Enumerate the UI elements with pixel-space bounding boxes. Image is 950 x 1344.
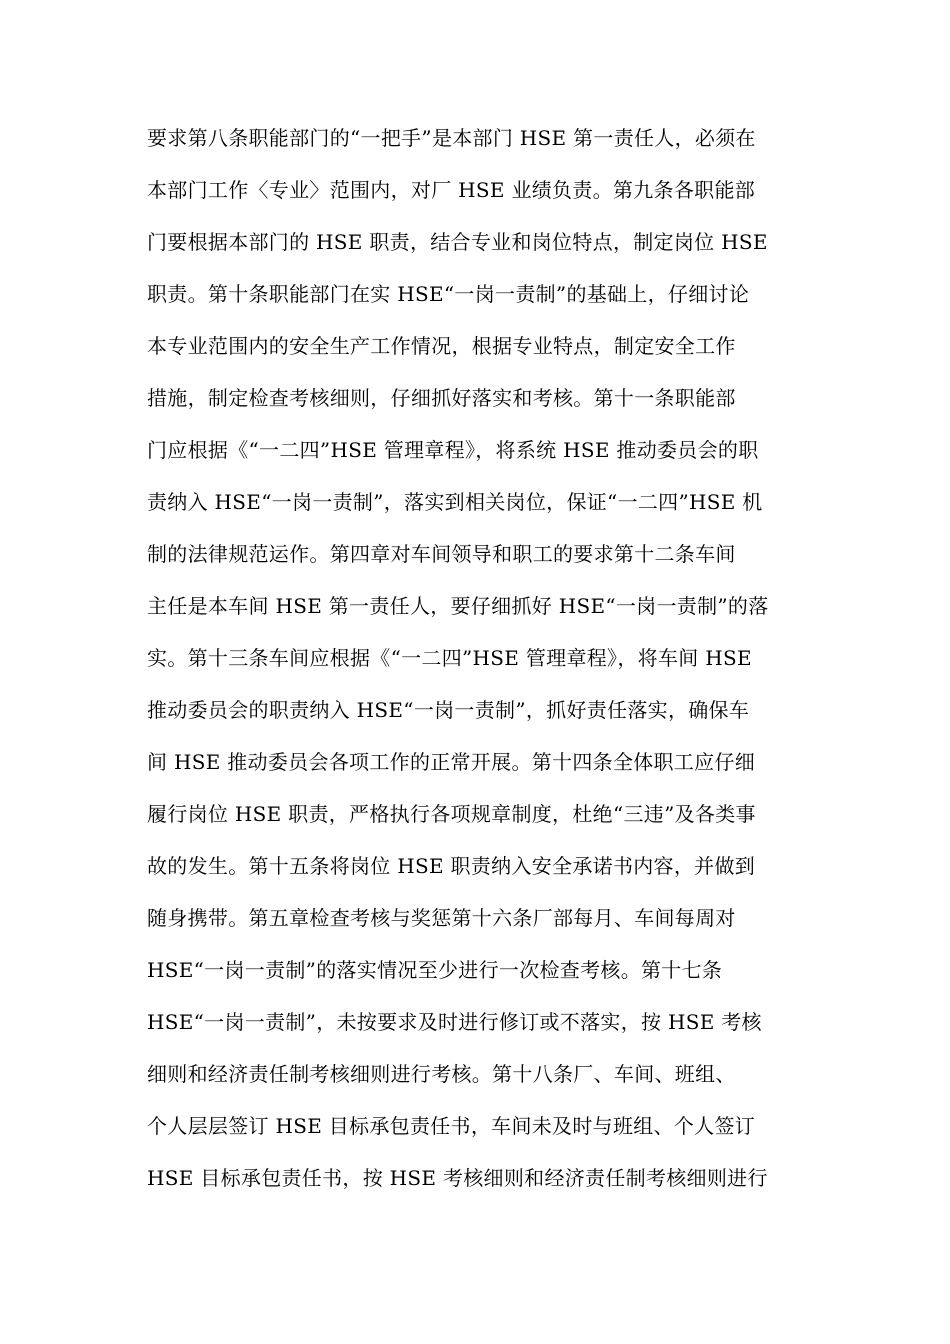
text-line: HSE 目标承包责任书，按 HSE 考核细则和经济责任制考核细则进行 <box>147 1166 768 1190</box>
text-line: 随身携带。第五章检查考核与奖惩第十六条厂部每月、车间每周对 <box>147 906 736 930</box>
text-line: 门要根据本部门的 HSE 职责，结合专业和岗位特点，制定岗位 HSE <box>147 230 768 254</box>
text-line: 推动委员会的职责纳入 HSE“一岗一责制”，抓好责任落实，确保车 <box>147 698 750 722</box>
text-line: 实。第十三条车间应根据《“一二四”HSE 管理章程》，将车间 HSE <box>147 646 752 670</box>
text-line: 个人层层签订 HSE 目标承包责任书，车间未及时与班组、个人签订 <box>147 1114 756 1138</box>
text-line: 措施，制定检查考核细则，仔细抓好落实和考核。第十一条职能部 <box>147 386 736 410</box>
text-line: HSE“一岗一责制”，未按要求及时进行修订或不落实，按 HSE 考核 <box>147 1010 762 1034</box>
text-line: HSE“一岗一责制”的落实情况至少进行一次检查考核。第十七条 <box>147 958 723 982</box>
text-line: 要求第八条职能部门的“一把手”是本部门 HSE 第一责任人，必须在 <box>147 126 756 150</box>
text-line: 制的法律规范运作。第四章对车间领导和职工的要求第十二条车间 <box>147 542 736 566</box>
text-line: 主任是本车间 HSE 第一责任人，要仔细抓好 HSE“一岗一责制”的落 <box>147 594 769 618</box>
text-line: 本部门工作〈专业〉范围内，对厂 HSE 业绩负责。第九条各职能部 <box>147 178 756 202</box>
text-line: 职责。第十条职能部门在实 HSE“一岗一责制”的基础上，仔细讨论 <box>147 282 750 306</box>
text-line: 细则和经济责任制考核细则进行考核。第十八条厂、车间、班组、 <box>147 1062 736 1086</box>
text-line: 故的发生。第十五条将岗位 HSE 职责纳入安全承诺书内容，并做到 <box>147 854 756 878</box>
body-text <box>147 112 807 1204</box>
text-line: 本专业范围内的安全生产工作情况，根据专业特点，制定安全工作 <box>147 334 736 358</box>
text-line: 门应根据《“一二四”HSE 管理章程》，将系统 HSE 推动委员会的职 <box>147 438 759 462</box>
text-line: 责纳入 HSE“一岗一责制”，落实到相关岗位，保证“一二四”HSE 机 <box>147 490 763 514</box>
text-line: 履行岗位 HSE 职责，严格执行各项规章制度，杜绝“三违”及各类事 <box>147 802 756 826</box>
text-line: 间 HSE 推动委员会各项工作的正常开展。第十四条全体职工应仔细 <box>147 750 756 774</box>
